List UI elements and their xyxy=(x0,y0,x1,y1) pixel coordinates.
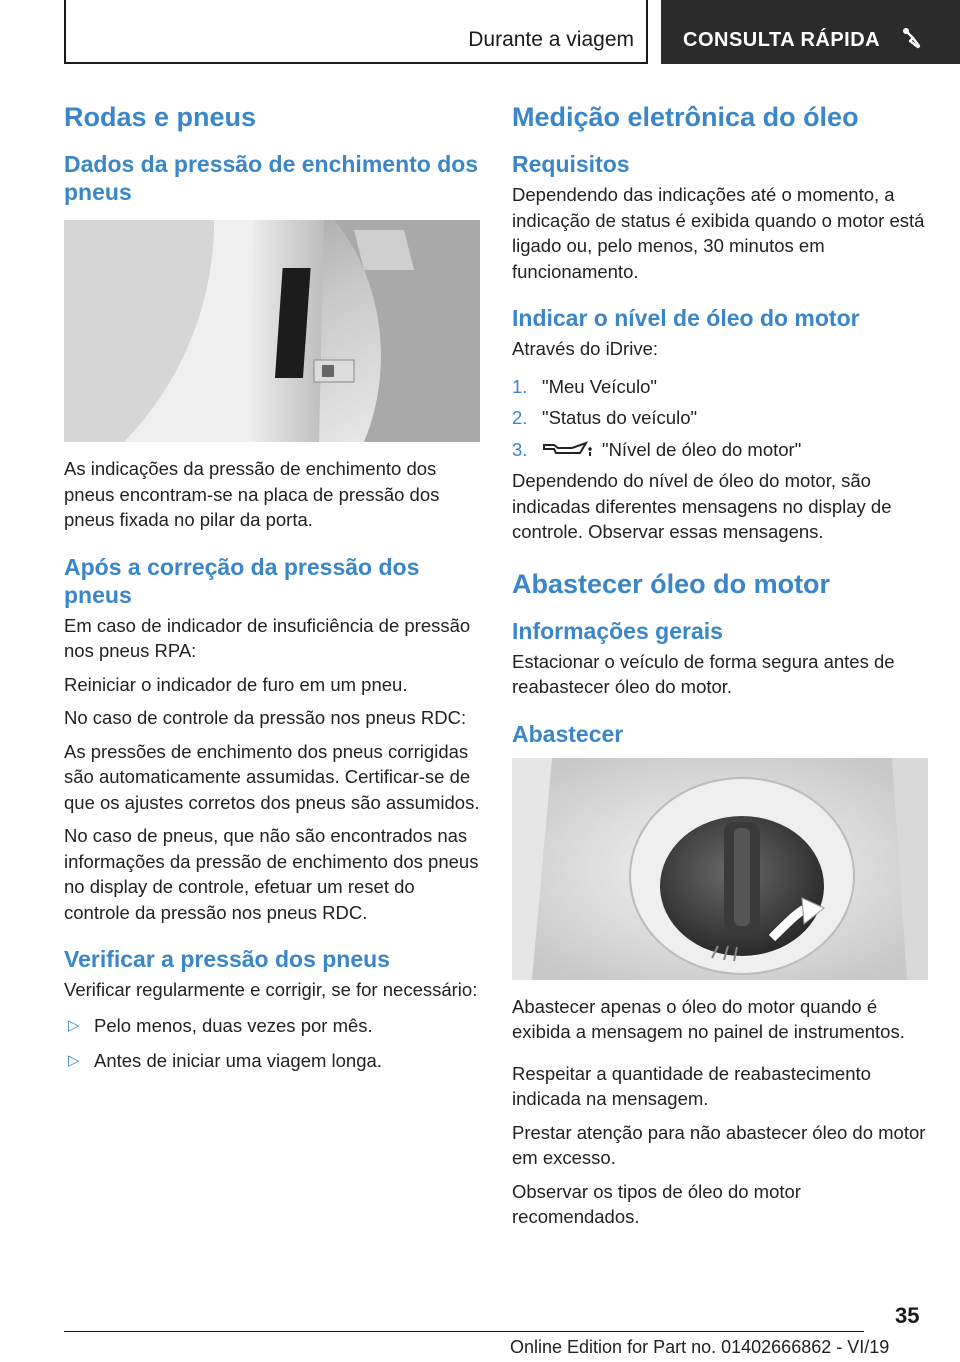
rdc-assumed-paragraph: As pressões de enchimento dos pneus corrigidas são automaticamente assumidas. Certificar-se de que os ajustes corretos dos pneus são assumidos. xyxy=(64,740,480,813)
check-pressure-paragraph: Verificar regularmente e corrigir, se for necessário: xyxy=(64,979,478,1000)
refill-paragraph-3: Prestar atenção para não abastecer óleo do motor em excesso. xyxy=(512,1121,926,1168)
subsection-title-general-info: Informações gerais xyxy=(512,617,723,644)
subsection-title-show-oil-level: Indicar o nível de óleo do motor xyxy=(512,305,860,331)
page-number: 35 xyxy=(895,1303,920,1328)
subsection-title-check-pressure: Verificar a pressão dos pneus xyxy=(64,946,390,972)
list-item: 3. "Nível de óleo do motor" xyxy=(512,438,802,460)
oil-filler-cap-image xyxy=(512,758,928,980)
subsection-title-refill: Abastecer xyxy=(512,720,624,747)
refill-paragraph-1: Abastecer apenas o óleo do motor quando é exibida a mensagem no painel de instrumentos. xyxy=(512,995,905,1042)
subsection-title-after-correction: Após a correção da pressão dos pneus xyxy=(64,553,420,608)
list-item: 2. "Status do veículo" xyxy=(512,407,698,428)
tire-pressure-info: As indicações da pressão de enchimento dos pneus encontram-se na placa de pressão dos pneus fixada no pilar da porta. xyxy=(64,458,440,530)
general-info-paragraph: Estacionar o veículo de forma segura antes de reabastecer óleo do motor. xyxy=(512,650,895,697)
idrive-paragraph: Através do iDrive: xyxy=(512,338,658,359)
list-item: ▷ Antes de iniciar uma viagem longa. xyxy=(64,1048,480,1074)
subsection-title-tire-pressure-data: Dados da pressão de enchimento dos pneus xyxy=(64,151,479,205)
quick-reference-label: CONSULTA RÁPIDA xyxy=(683,29,881,51)
edition-footer: Online Edition for Part no. 01402666862 - VI/19 xyxy=(510,1337,890,1357)
section-title-oil-measurement: Medição eletrônica do óleo xyxy=(512,102,859,132)
right-column xyxy=(512,100,928,1238)
left-column xyxy=(64,100,480,1080)
rdc-reset-paragraph: No caso de pneus, que não são encontrados nas informações da pressão de enchimento dos pneus no display de controle, efetuar um reset do controle da pressão nos pneus RDC. xyxy=(64,825,479,923)
subsection-title-requirements: Requisitos xyxy=(512,151,630,177)
section-title-refill-oil: Abastecer óleo do motor xyxy=(512,568,831,599)
rpa-reset-paragraph: Reiniciar o indicador de furo em um pneu. xyxy=(64,673,408,695)
rpa-paragraph: Em caso de indicador de insuficiência de pressão nos pneus RPA: xyxy=(64,614,471,661)
refill-paragraph-2: Respeitar a quantidade de reabastecimento indicada na mensagem. xyxy=(512,1062,871,1109)
quick-reference-tab[interactable] xyxy=(661,0,960,64)
footer-divider xyxy=(64,1331,864,1332)
section-tab-label: Durante a viagem xyxy=(468,28,634,51)
section-tab[interactable] xyxy=(64,0,648,64)
triangle-bullet-icon: ▷ xyxy=(68,1052,80,1069)
oil-messages-paragraph: Dependendo do nível de óleo do motor, são indicadas diferentes mensagens no display de controle. Observar essas mensagens. xyxy=(512,470,892,542)
section-title-wheels: Rodas e pneus xyxy=(64,102,257,132)
oil-can-icon xyxy=(542,439,594,459)
pin-icon xyxy=(899,26,923,50)
list-item: ▷ Pelo menos, duas vezes por mês. xyxy=(64,1013,480,1039)
triangle-bullet-icon: ▷ xyxy=(68,1016,80,1034)
requirements-paragraph: Dependendo das indicações até o momento, a indicação de status é exibida quando o motor está ligado ou, pelo menos, 30 minutos em funcionamento. xyxy=(512,184,925,282)
list-item: 1. "Meu Veículo" xyxy=(512,375,657,397)
refill-paragraph-4: Observar os tipos de óleo do motor recomendados. xyxy=(512,1180,801,1227)
door-pillar-image xyxy=(64,220,480,442)
rdc-paragraph: No caso de controle da pressão nos pneus RDC: xyxy=(64,707,467,728)
